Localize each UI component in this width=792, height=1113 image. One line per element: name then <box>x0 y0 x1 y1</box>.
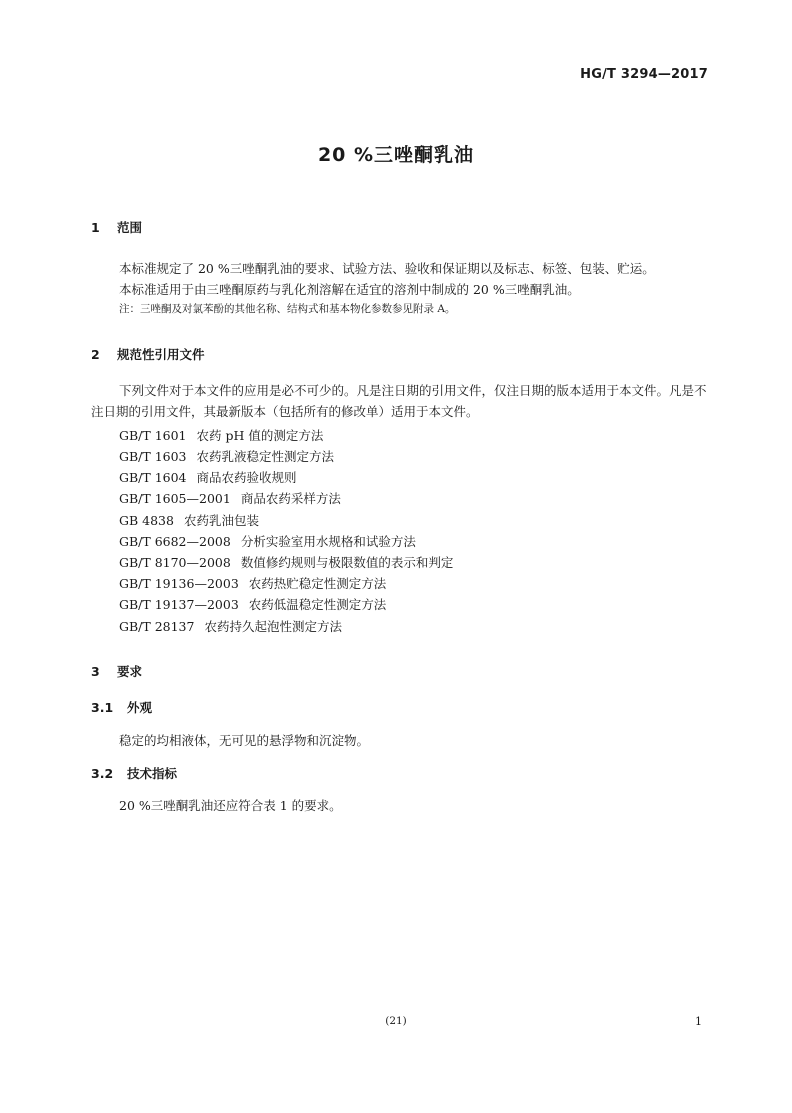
ref-title: 农药乳油包装 <box>183 513 259 528</box>
section-1-heading <box>91 218 142 236</box>
section-1-para-2: 本标准适用于由三唑酮原药与乳化剂溶解在适宜的溶剂中制成的 20 %三唑酮乳油。 <box>119 282 580 297</box>
section-title: 规范性引用文件 <box>117 347 205 362</box>
section-1-note: 注：三唑酮及对氯苯酚的其他名称、结构式和基本物化参数参见附录 A。 <box>119 303 456 315</box>
section-number: 3.2 <box>91 766 114 781</box>
ref-title: 数值修约规则与极限数值的表示和判定 <box>240 555 454 570</box>
section-3-2-heading <box>91 764 177 782</box>
ref-code: GB/T 19136—2003 <box>119 576 239 591</box>
section-title: 外观 <box>127 700 153 715</box>
ref-code: GB/T 1604 <box>119 470 187 485</box>
ref-code: GB 4838 <box>119 513 174 528</box>
section-2-intro: 下列文件对于本文件的应用是必不可少的。凡是注日期的引用文件，仅注日期的版本适用于本文件。凡是不注日期的引用文件，其最新版本（包括所有的修改单）适用于本文件。 <box>91 383 707 419</box>
section-number: 2 <box>91 347 100 362</box>
ref-item <box>119 510 259 531</box>
ref-item <box>119 488 341 509</box>
ref-item <box>119 467 297 488</box>
ref-title: 农药 pH 值的测定方法 <box>196 428 324 443</box>
ref-title: 商品农药验收规则 <box>196 470 297 485</box>
ref-item <box>119 594 386 615</box>
section-1-para-1: 本标准规定了 20 %三唑酮乳油的要求、试验方法、验收和保证期以及标志、标签、包装、贮运。 <box>119 261 655 276</box>
ref-item <box>119 616 342 637</box>
section-3-1-heading <box>91 698 152 716</box>
ref-item <box>119 573 386 594</box>
page-code: (21) <box>385 1015 407 1027</box>
section-2-heading <box>91 345 205 363</box>
section-number: 3.1 <box>91 700 114 715</box>
section-3-heading <box>91 662 142 680</box>
ref-code: GB/T 28137 <box>119 619 195 634</box>
section-3-2-text: 20 %三唑酮乳油还应符合表 1 的要求。 <box>119 798 342 813</box>
page-number: 1 <box>695 1015 702 1028</box>
standard-number: HG/T 3294—2017 <box>580 67 708 82</box>
ref-item <box>119 531 416 552</box>
section-3-1-text: 稳定的均相液体，无可见的悬浮物和沉淀物。 <box>119 733 370 748</box>
section-title: 范围 <box>117 220 143 235</box>
ref-code: GB/T 1605—2001 <box>119 491 231 506</box>
document-title: 20 %三唑酮乳油 <box>317 144 475 166</box>
ref-code: GB/T 6682—2008 <box>119 534 231 549</box>
section-number: 1 <box>91 220 100 235</box>
ref-code: GB/T 8170—2008 <box>119 555 231 570</box>
section-number: 3 <box>91 664 100 679</box>
ref-title: 农药持久起泡性测定方法 <box>204 619 342 634</box>
ref-title: 商品农药采样方法 <box>240 491 341 506</box>
ref-title: 农药热贮稳定性测定方法 <box>248 576 387 591</box>
ref-title: 农药低温稳定性测定方法 <box>248 597 387 612</box>
section-title: 要求 <box>117 664 143 679</box>
ref-title: 分析实验室用水规格和试验方法 <box>240 534 416 549</box>
ref-title: 农药乳液稳定性测定方法 <box>196 449 335 464</box>
ref-item <box>119 425 323 446</box>
ref-code: GB/T 1601 <box>119 428 187 443</box>
ref-code: GB/T 1603 <box>119 449 187 464</box>
ref-item <box>119 446 334 467</box>
ref-item <box>119 552 453 573</box>
ref-code: GB/T 19137—2003 <box>119 597 239 612</box>
section-title: 技术指标 <box>127 766 178 781</box>
